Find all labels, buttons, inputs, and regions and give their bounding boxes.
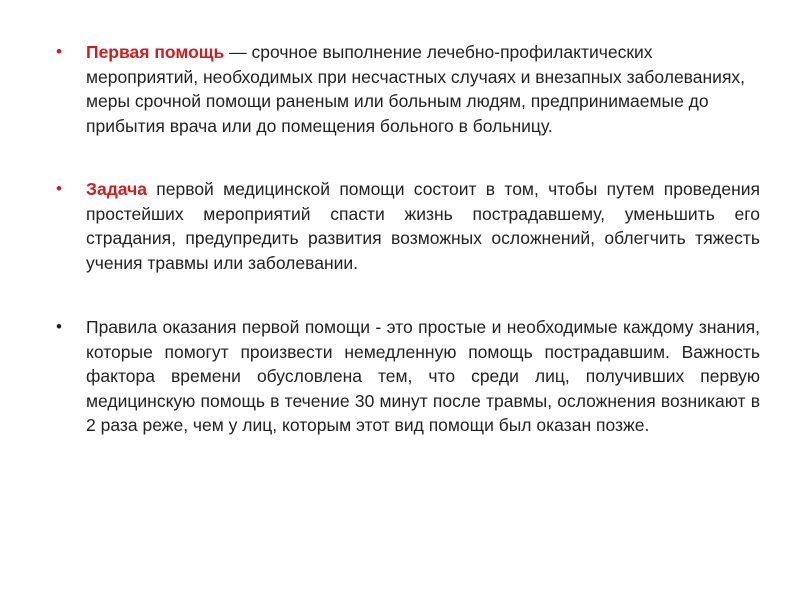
task-text: первой медицинской помощи состоит в том, чтобы путем проведения простейших мероприятий спасти жизнь пострадавшему, уменьшить его страдания, предупредить развития возможных осложнений, облегчить тяжесть учения травмы или заболевании. — [86, 179, 760, 273]
bullet-item-task — [56, 177, 760, 275]
definition-text: — срочное выполнение лечебно-профилактических мероприятий, необходимых при несчастных случаях и внезапных заболеваниях, меры срочной помощи раненым или больным людям, предпринимаемые до прибытия врача или до помещения больного в больницу. — [86, 42, 746, 136]
bullet-item-rules — [56, 315, 760, 438]
term-first-aid: Первая помощь — [86, 42, 225, 62]
rules-text: Правила оказания первой помощи - это простые и необходимые каждому знания, которые помогут произвести немедленную помощь пострадавшим. Важность фактора времени обусловлена тем, что среди лиц, получивших первую медицинскую помощь в течение 30 минут после травмы, осложнения возникают в 2 раза реже, чем у лиц, которым этот вид помощи был оказан позже. — [86, 317, 760, 435]
term-task: Задача — [86, 179, 147, 199]
bullet-marker: • — [56, 42, 62, 61]
bullet-item-first-aid-definition — [56, 40, 760, 138]
bullet-marker: • — [56, 179, 62, 198]
bullet-marker: • — [56, 317, 62, 336]
bullet-list — [56, 40, 760, 438]
